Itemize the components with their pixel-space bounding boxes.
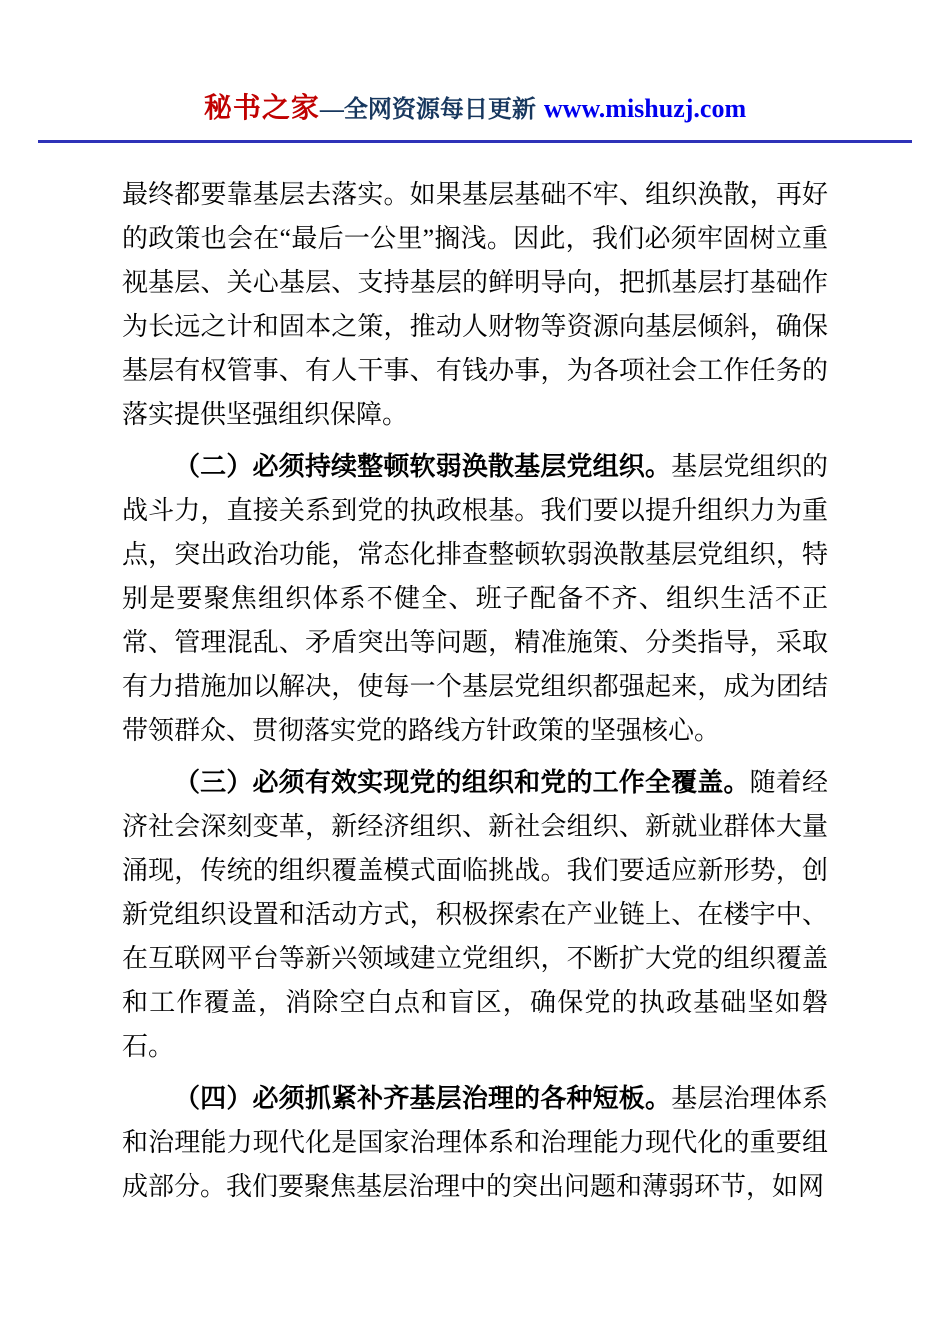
paragraph-4-text: 基层治理体系和治理能力现代化是国家治理体系和治理能力现代化的重要组成部分。我们要聚焦基层治理中的突出问题和薄弱环节，如网 [122, 1084, 828, 1201]
site-name: 秘书之家 [203, 93, 320, 124]
paragraph-1-text: 最终都要靠基层去落实。如果基层基础不牢、组织涣散，再好的政策也会在“最后一公里”搁浅。因此，我们必须牢固树立重视基层、关心基层、支持基层的鲜明导向，把抓基层打基础作为长远之计和固本之策，推动人财物等资源向基层倾斜，确保基层有权管事、有人干事、有钱办事，为各项社会工作任务的落实提供坚强组织保障。 [122, 180, 828, 429]
paragraph-3 [122, 761, 828, 1069]
site-url-link[interactable]: www.mishuzj.com [543, 94, 747, 123]
site-tagline: —全网资源每日更新 [319, 97, 536, 123]
page-header [0, 0, 950, 126]
paragraph-3-text: 随着经济社会深刻变革，新经济组织、新社会组织、新就业群体大量涌现，传统的组织覆盖模式面临挑战。我们要适应新形势，创新党组织设置和活动方式，积极探索在产业链上、在楼宇中、在互联网平台等新兴领域建立党组织，不断扩大党的组织覆盖和工作覆盖，消除空白点和盲区，确保党的执政基础坚如磐石。 [122, 768, 828, 1061]
paragraph-4-lead: （四）必须抓紧补齐基层治理的各种短板。 [174, 1084, 672, 1113]
paragraph-2-text: 基层党组织的战斗力，直接关系到党的执政根基。我们要以提升组织力为重点，突出政治功能，常态化排查整顿软弱涣散基层党组织，特别是要聚焦组织体系不健全、班子配备不齐、组织生活不正常、管理混乱、矛盾突出等问题，精准施策、分类指导，采取有力措施加以解决，使每一个基层党组织都强起来，成为团结带领群众、贯彻落实党的路线方针政策的坚强核心。 [122, 452, 828, 745]
paragraph-4 [122, 1077, 828, 1209]
paragraph-2 [122, 445, 828, 753]
document-body [122, 173, 828, 1209]
paragraph-1 [122, 173, 828, 437]
header-divider-line [38, 140, 912, 143]
paragraph-3-lead: （三）必须有效实现党的组织和党的工作全覆盖。 [174, 768, 750, 797]
paragraph-2-lead: （二）必须持续整顿软弱涣散基层党组织。 [174, 452, 672, 481]
